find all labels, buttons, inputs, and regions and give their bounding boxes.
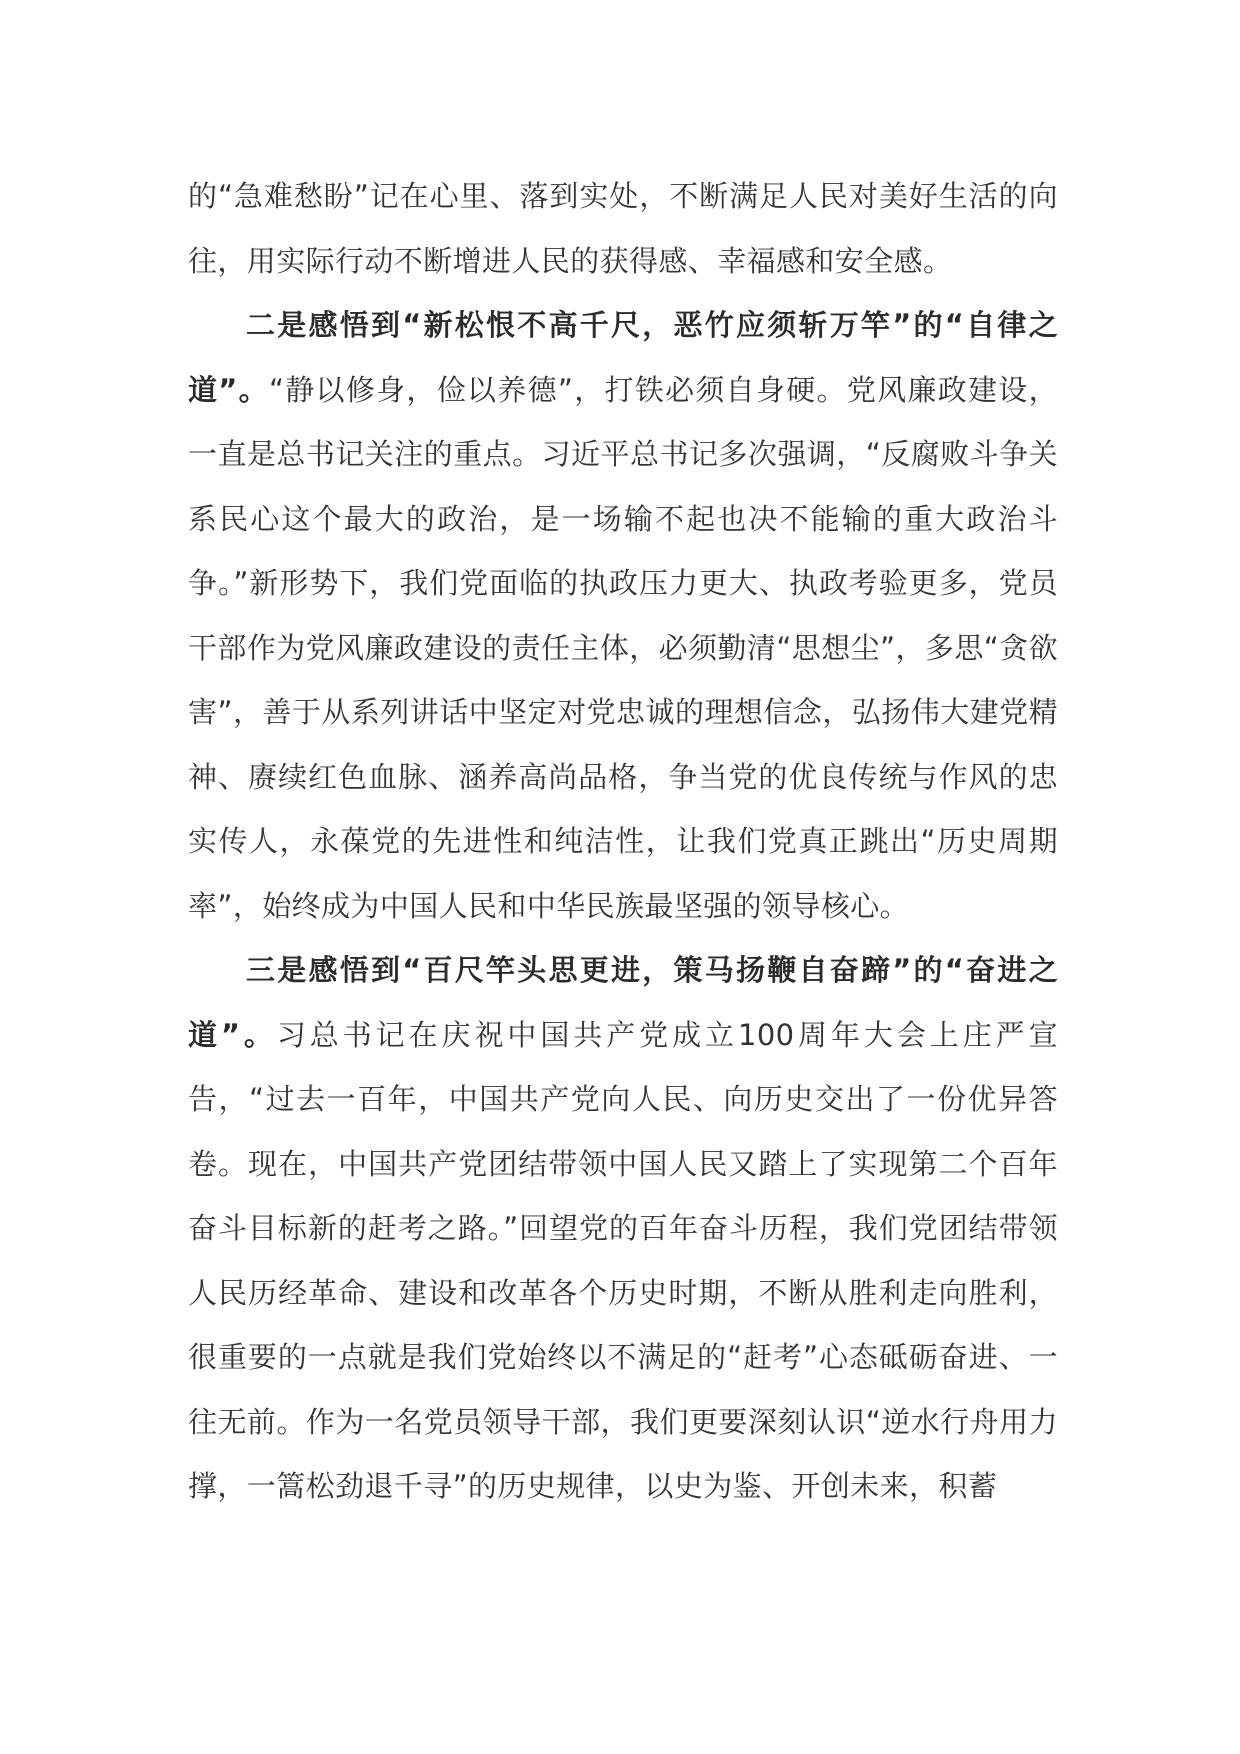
paragraph-3-heading: 三是感悟到“百尺竿头思更进，策马扬鞭自奋蹄”的“奋进之道”。 [188, 953, 1058, 1052]
paragraph-striving [188, 938, 1058, 1519]
paragraph-1-text: 的“急难愁盼”记在心里、落到实处，不断满足人民对美好生活的向往，用实际行动不断增进人民的获得感、幸福感和安全感。 [188, 179, 1058, 278]
paragraph-2-heading: 二是感悟到“新松恨不高千尺，恶竹应须斩万竿”的“自律之道”。 [188, 308, 1058, 407]
paragraph-continuation [188, 164, 1058, 293]
paragraph-self-discipline [188, 293, 1058, 938]
paragraph-3-text: 习总书记在庆祝中国共产党成立100周年大会上庄严宣告，“过去一百年，中国共产党向人民、向历史交出了一份优异答卷。现在，中国共产党团结带领中国人民又踏上了实现第二个百年奋斗目标新的赶考之路。”回望党的百年奋斗历程，我们党团结带领人民历经革命、建设和改革各个历史时期，不断从胜利走向胜利，很重要的一点就是我们党始终以不满足的“赶考”心态砥砺奋进、一往无前。作为一名党员领导干部，我们更要深刻认识“逆水行舟用力撑，一篙松劲退千寻”的历史规律，以史为鉴、开创未来，积蓄 [188, 1017, 1058, 1503]
paragraph-2-text: “静以修身，俭以养德”，打铁必须自身硬。党风廉政建设，一直是总书记关注的重点。习近平总书记多次强调，“反腐败斗争关系民心这个最大的政治，是一场输不起也决不能输的重大政治斗争。”新形势下，我们党面临的执政压力更大、执政考验更多，党员干部作为党风廉政建设的责任主体，必须勤清“思想尘”，多思“贪欲害”，善于从系列讲话中坚定对党忠诚的理想信念，弘扬伟大建党精神、赓续红色血脉、涵养高尚品格，争当党的优良传统与作风的忠实传人，永葆党的先进性和纯洁性，让我们党真正跳出“历史周期率”，始终成为中国人民和中华民族最坚强的领导核心。 [188, 372, 1058, 923]
document-page [188, 164, 1058, 1519]
